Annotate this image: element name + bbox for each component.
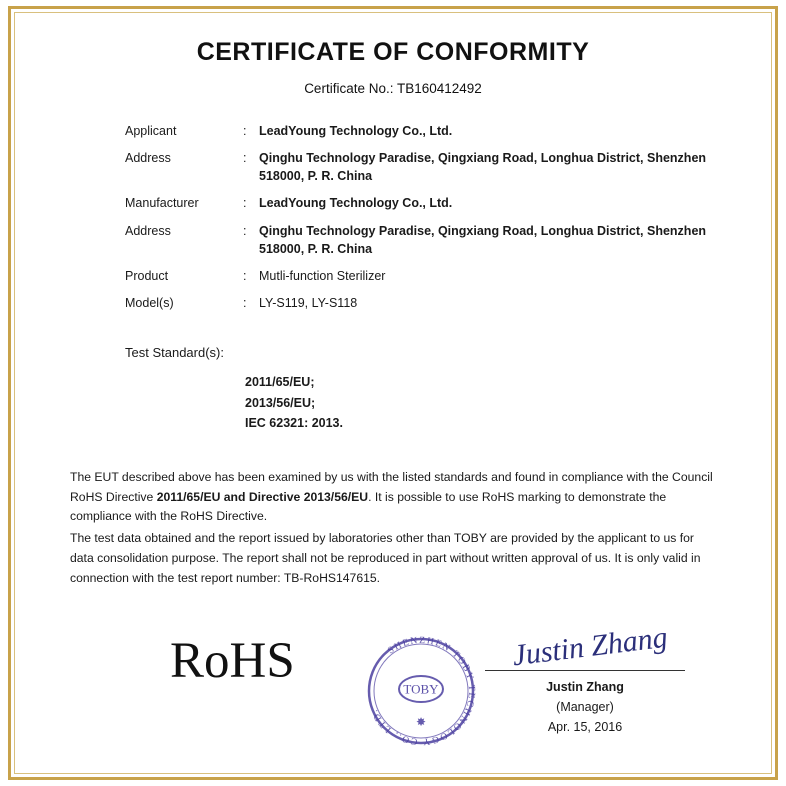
list-item: 2013/56/EU; bbox=[245, 395, 316, 410]
field-label-applicant: Applicant bbox=[125, 124, 177, 138]
standards-list bbox=[245, 372, 716, 434]
paragraph-compliance bbox=[70, 468, 716, 527]
table-row bbox=[125, 190, 716, 217]
paragraph-compliance-post: . It is possible to use RoHS marking to demonstrate the compliance with the RoHS Directive. bbox=[70, 489, 667, 524]
certificate-number-line bbox=[70, 81, 716, 96]
page-title: CERTIFICATE OF CONFORMITY bbox=[196, 38, 590, 66]
svg-text:SHENZHEN TOBY TECHNOLOGY CO.,: SHENZHEN TOBY TECHNOLOGY CO., LTD. bbox=[369, 635, 477, 747]
field-colon: : bbox=[243, 268, 247, 283]
handwritten-signature: Justin Zhang bbox=[510, 620, 670, 673]
table-row bbox=[125, 263, 716, 290]
signature-date: Apr. 15, 2016 bbox=[547, 720, 623, 734]
field-value-manufacturer: LeadYoung Technology Co., Ltd. bbox=[259, 196, 453, 211]
statement-paragraphs bbox=[70, 468, 716, 589]
company-stamp bbox=[360, 630, 482, 752]
svg-text:TOBY: TOBY bbox=[403, 681, 439, 697]
paragraph-test-data: The test data obtained and the report issued by laboratories other than TOBY are provided by the applicant to us for data consolidation purpose. The report shall not be reproduced in part without written approval of us. It is only valid in connection with the test report number: TB-RoHS147615. bbox=[70, 531, 701, 585]
list-item: IEC 62321: 2013. bbox=[245, 416, 343, 431]
field-colon: : bbox=[243, 151, 247, 166]
svg-text:✸: ✸ bbox=[415, 715, 427, 729]
list-item: 2011/65/EU; bbox=[245, 375, 315, 389]
field-value-product: Mutli-function Sterilizer bbox=[259, 268, 386, 283]
details-table bbox=[125, 118, 716, 317]
table-row bbox=[125, 218, 716, 263]
field-label-product: Product bbox=[125, 268, 169, 283]
field-colon: : bbox=[243, 223, 247, 238]
signature-block bbox=[470, 620, 700, 737]
signatory-name: Justin Zhang bbox=[546, 680, 624, 694]
table-row bbox=[125, 118, 716, 145]
field-value-models: LY-S119, LY-S118 bbox=[259, 295, 358, 310]
certificate-number-label: Certificate No.: bbox=[304, 81, 394, 96]
field-colon: : bbox=[243, 124, 247, 138]
signatory-role: (Manager) bbox=[556, 700, 614, 714]
table-row bbox=[125, 290, 716, 317]
field-colon: : bbox=[243, 196, 247, 211]
footer-area bbox=[70, 580, 716, 760]
table-row bbox=[125, 145, 716, 190]
field-label-models: Model(s) bbox=[125, 295, 174, 310]
certificate-number-value: TB160412492 bbox=[396, 81, 482, 96]
field-label-address-2: Address bbox=[125, 223, 171, 238]
field-value-address-1: Qinghu Technology Paradise, Qingxiang Road, Longhua District, Shenzhen 518000, P. R. China bbox=[259, 151, 707, 184]
field-value-applicant: LeadYoung Technology Co., Ltd. bbox=[259, 124, 453, 138]
field-colon: : bbox=[243, 295, 247, 310]
paragraph-compliance-pre: The EUT described above has been examined by us with the listed standards and found in compliance with the Council RoHS Directive bbox=[70, 469, 713, 504]
field-value-address-2: Qinghu Technology Paradise, Qingxiang Road, Longhua District, Shenzhen 518000, P. R. China bbox=[259, 223, 707, 256]
test-standard-label: Test Standard(s): bbox=[125, 345, 224, 360]
field-label-address-1: Address bbox=[125, 151, 171, 166]
paragraph-compliance-directives: 2011/65/EU and Directive 2013/56/EU bbox=[156, 489, 369, 504]
rohs-mark: RoHS bbox=[170, 633, 295, 689]
certificate-content bbox=[70, 20, 716, 766]
field-label-manufacturer: Manufacturer bbox=[125, 196, 199, 211]
